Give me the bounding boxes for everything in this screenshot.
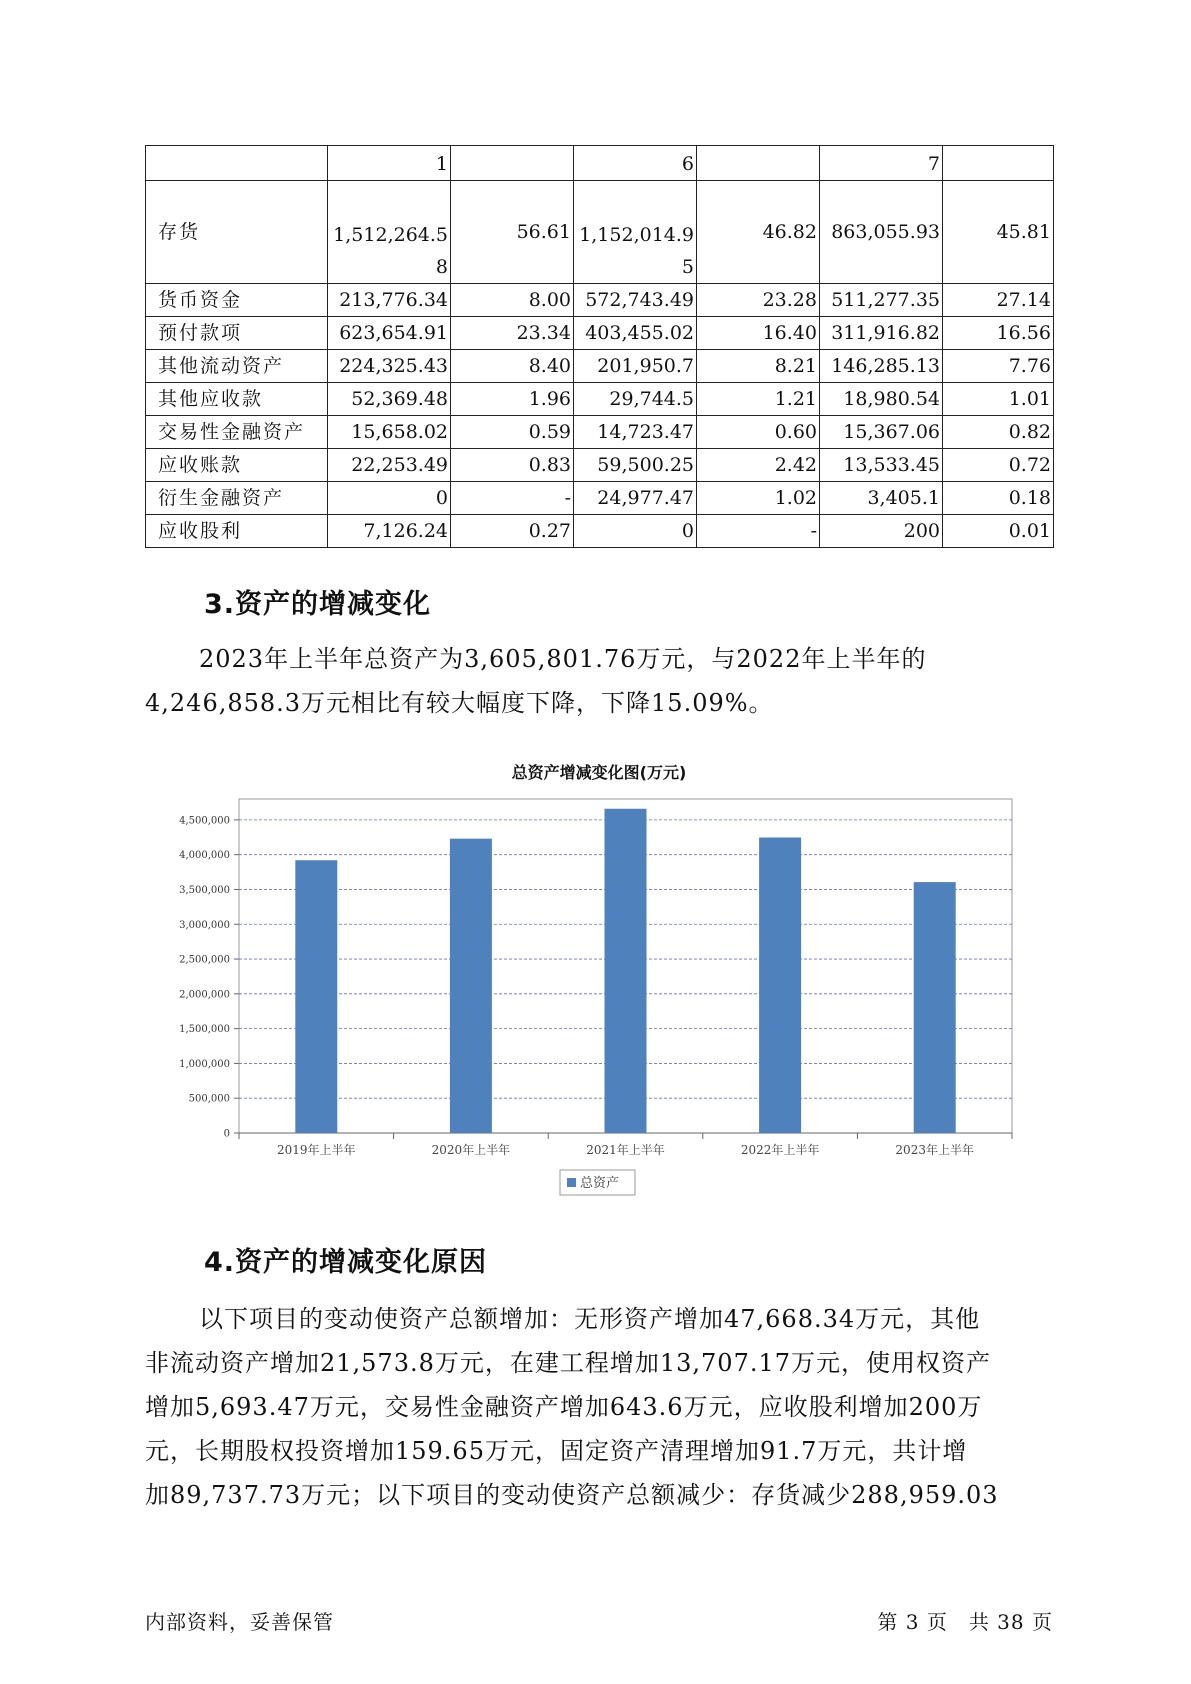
table-cell: 146,285.13: [820, 350, 943, 383]
table-cell: 52,369.48: [328, 383, 451, 416]
table-cell: 2.42: [697, 449, 820, 482]
row-label: 衍生金融资产: [146, 482, 328, 515]
paragraph-line: 增加5,693.47万元，交易性金融资产增加643.6万元，应收股利增加200万: [145, 1393, 983, 1421]
table-cell: 1.21: [697, 383, 820, 416]
table-row: [146, 449, 1054, 482]
x-tick-label: 2023年上半年: [895, 1143, 974, 1157]
page-number: 第 3 页 共 38 页: [877, 1610, 1053, 1634]
table-row: [146, 350, 1054, 383]
table-cell: 0: [574, 515, 697, 548]
cell-value: 1,512,264.58: [333, 224, 448, 278]
header-cell: 7: [820, 146, 943, 181]
table-cell: 45.81: [943, 181, 1054, 284]
table-cell: 8.21: [697, 350, 820, 383]
table-cell: 0.01: [943, 515, 1054, 548]
table-cell: 22,253.49: [328, 449, 451, 482]
table-cell: 18,980.54: [820, 383, 943, 416]
table-cell: 27.14: [943, 284, 1054, 317]
table-row: [146, 181, 1054, 284]
chart-title: 总资产增减变化图(万元): [511, 763, 687, 782]
table-cell: 8.40: [451, 350, 574, 383]
section-heading: 3.资产的增减变化: [204, 589, 432, 620]
table-cell: 0.27: [451, 515, 574, 548]
y-tick-label: 500,000: [188, 1093, 230, 1105]
table-row: [146, 416, 1054, 449]
row-label: 其他应收款: [146, 383, 328, 416]
header-cell-empty: [146, 146, 328, 181]
row-label: 其他流动资产: [146, 350, 328, 383]
paragraph-line: 4,246,858.3万元相比有较大幅度下降，下降15.09%。: [145, 689, 774, 717]
y-tick-label: 3,500,000: [179, 884, 230, 896]
table-cell: 29,744.5: [574, 383, 697, 416]
header-cell: 1: [328, 146, 451, 181]
table-cell: 0: [328, 482, 451, 515]
table-cell: 511,277.35: [820, 284, 943, 317]
bar: [759, 837, 801, 1133]
table-cell: 1.02: [697, 482, 820, 515]
header-cell-empty: [697, 146, 820, 181]
table-cell: 59,500.25: [574, 449, 697, 482]
table-cell: 16.40: [697, 317, 820, 350]
paragraph-line: 2023年上半年总资产为3,605,801.76万元，与2022年上半年的: [199, 645, 927, 673]
table-cell: 1.96: [451, 383, 574, 416]
table-cell: 1.01: [943, 383, 1054, 416]
table-cell: 0.82: [943, 416, 1054, 449]
bar: [605, 809, 647, 1133]
table-header-row: [146, 146, 1054, 181]
y-tick-label: 1,000,000: [179, 1058, 230, 1070]
y-tick-label: 4,500,000: [179, 815, 230, 827]
header-cell-empty: [451, 146, 574, 181]
x-tick-label: 2019年上半年: [277, 1143, 356, 1157]
table-cell: 15,658.02: [328, 416, 451, 449]
cell-value: 1,152,014.95: [579, 224, 694, 278]
table-cell: 201,950.7: [574, 350, 697, 383]
table-cell: 7.76: [943, 350, 1054, 383]
table-cell: 311,916.82: [820, 317, 943, 350]
table-cell: 24,977.47: [574, 482, 697, 515]
table-row: [146, 383, 1054, 416]
table-cell: 623,654.91: [328, 317, 451, 350]
x-tick-label: 2020年上半年: [431, 1143, 511, 1157]
paragraph-line: 以下项目的变动使资产总额增加：无形资产增加47,668.34万元，其他: [199, 1305, 981, 1333]
table-cell: 213,776.34: [328, 284, 451, 317]
table-cell: 403,455.02: [574, 317, 697, 350]
row-label: 应收股利: [146, 515, 328, 548]
table-cell: 200: [820, 515, 943, 548]
y-tick-label: 1,500,000: [179, 1024, 230, 1036]
table-cell: 224,325.43: [328, 350, 451, 383]
row-label: 存货: [146, 181, 328, 284]
table-cell: 863,055.93: [820, 181, 943, 284]
table-cell: 23.34: [451, 317, 574, 350]
footer-note: 内部资料，妥善保管: [145, 1610, 334, 1634]
table-cell: 15,367.06: [820, 416, 943, 449]
table-cell: 0.18: [943, 482, 1054, 515]
y-tick-label: 2,500,000: [179, 954, 230, 966]
row-label: 应收账款: [146, 449, 328, 482]
table-row: [146, 284, 1054, 317]
table-row: [146, 482, 1054, 515]
bar: [914, 882, 956, 1133]
x-tick-label: 2021年上半年: [586, 1143, 665, 1157]
section4-paragraph: [145, 1297, 1053, 1517]
y-tick-label: 2,000,000: [179, 989, 230, 1001]
header-cell-empty: [943, 146, 1054, 181]
section-heading: 4.资产的增减变化原因: [204, 1247, 488, 1278]
bar: [295, 860, 337, 1133]
table-cell: 8.00: [451, 284, 574, 317]
table-cell: -: [451, 482, 574, 515]
header-cell: 6: [574, 146, 697, 181]
table-cell: 0.59: [451, 416, 574, 449]
table-cell: 3,405.1: [820, 482, 943, 515]
row-label: 预付款项: [146, 317, 328, 350]
table-cell: 23.28: [697, 284, 820, 317]
row-label: 货币资金: [146, 284, 328, 317]
y-tick-label: 3,000,000: [179, 919, 230, 931]
table-cell: [328, 181, 451, 284]
legend-label: 总资产: [580, 1176, 620, 1191]
table-cell: 7,126.24: [328, 515, 451, 548]
table-row: [146, 317, 1054, 350]
table-cell: 0.72: [943, 449, 1054, 482]
table-row: [146, 515, 1054, 548]
paragraph-line: 元，长期股权投资增加159.65万元，固定资产清理增加91.7万元，共计增: [145, 1437, 968, 1465]
chart-svg: [145, 748, 1053, 1210]
table-cell: 16.56: [943, 317, 1054, 350]
bar: [450, 839, 492, 1133]
table-cell: [574, 181, 697, 284]
paragraph-line: 加89,737.73万元；以下项目的变动使资产总额减少：存货减少288,959.03: [145, 1481, 999, 1509]
asset-table: [145, 145, 1054, 548]
chart: [145, 748, 1053, 1210]
table-cell: 0.83: [451, 449, 574, 482]
table-cell: 0.60: [697, 416, 820, 449]
y-tick-label: 4,000,000: [179, 850, 230, 862]
table-cell: 56.61: [451, 181, 574, 284]
paragraph-line: 非流动资产增加21,573.8万元，在建工程增加13,707.17万元，使用权资产: [145, 1349, 992, 1377]
section3-paragraph: [145, 637, 1053, 725]
table-cell: 14,723.47: [574, 416, 697, 449]
table-cell: -: [697, 515, 820, 548]
y-tick-label: 0: [223, 1128, 230, 1140]
table-cell: 572,743.49: [574, 284, 697, 317]
x-tick-label: 2022年上半年: [740, 1143, 820, 1157]
table-cell: 46.82: [697, 181, 820, 284]
legend-swatch: [567, 1178, 576, 1187]
row-label: 交易性金融资产: [146, 416, 328, 449]
table-cell: 13,533.45: [820, 449, 943, 482]
